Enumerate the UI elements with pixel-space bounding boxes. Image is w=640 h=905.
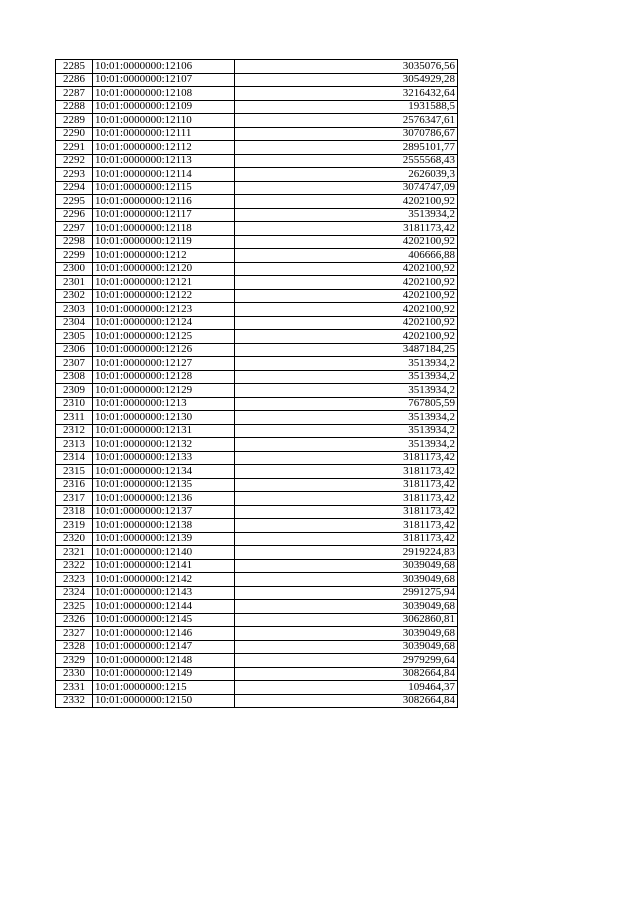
cadastral-value-cell: 3181173,42 [235,478,458,492]
cadastral-value-cell: 3070786,67 [235,127,458,141]
table-row [56,208,458,222]
row-number-cell: 2323 [56,573,93,587]
cadastral-value-cell: 3181173,42 [235,465,458,479]
row-number-cell: 2294 [56,181,93,195]
cadastral-value-cell: 3039049,68 [235,573,458,587]
cadastral-value-cell: 3513934,2 [235,424,458,438]
row-number-cell: 2327 [56,627,93,641]
table-row [56,559,458,573]
cadastral-value-cell: 3513934,2 [235,384,458,398]
cadastral-number-cell: 10:01:0000000:12123 [93,303,235,317]
cadastral-value-cell: 3513934,2 [235,411,458,425]
cadastral-value-cell: 3181173,42 [235,222,458,236]
cadastral-value-cell: 4202100,92 [235,303,458,317]
row-number-cell: 2291 [56,141,93,155]
table-row [56,370,458,384]
cadastral-value-cell: 3487184,25 [235,343,458,357]
row-number-cell: 2309 [56,384,93,398]
row-number-cell: 2305 [56,330,93,344]
table-row [56,627,458,641]
cadastral-number-cell: 10:01:0000000:12115 [93,181,235,195]
cadastral-number-cell: 10:01:0000000:12124 [93,316,235,330]
cadastral-value-cell: 2991275,94 [235,586,458,600]
row-number-cell: 2322 [56,559,93,573]
cadastral-number-cell: 10:01:0000000:12146 [93,627,235,641]
cadastral-value-cell: 2895101,77 [235,141,458,155]
cadastral-number-cell: 10:01:0000000:12149 [93,667,235,681]
cadastral-value-cell: 3039049,68 [235,640,458,654]
cadastral-number-cell: 10:01:0000000:12145 [93,613,235,627]
cadastral-number-cell: 10:01:0000000:12129 [93,384,235,398]
cadastral-number-cell: 10:01:0000000:12143 [93,586,235,600]
row-number-cell: 2290 [56,127,93,141]
row-number-cell: 2314 [56,451,93,465]
row-number-cell: 2289 [56,114,93,128]
cadastral-number-cell: 10:01:0000000:12142 [93,573,235,587]
cadastral-value-table [55,59,458,708]
cadastral-number-cell: 10:01:0000000:12119 [93,235,235,249]
cadastral-number-cell: 10:01:0000000:12135 [93,478,235,492]
row-number-cell: 2298 [56,235,93,249]
row-number-cell: 2332 [56,694,93,708]
row-number-cell: 2295 [56,195,93,209]
cadastral-value-cell: 4202100,92 [235,276,458,290]
cadastral-value-cell: 3181173,42 [235,451,458,465]
row-number-cell: 2320 [56,532,93,546]
cadastral-value-cell: 3054929,28 [235,73,458,87]
table-row [56,114,458,128]
cadastral-value-cell: 4202100,92 [235,195,458,209]
table-row [56,613,458,627]
table-row [56,694,458,708]
table-row [56,168,458,182]
table-row [56,357,458,371]
table-row [56,235,458,249]
cadastral-value-cell: 2979299,64 [235,654,458,668]
row-number-cell: 2297 [56,222,93,236]
row-number-cell: 2302 [56,289,93,303]
cadastral-number-cell: 10:01:0000000:12117 [93,208,235,222]
cadastral-number-cell: 10:01:0000000:12139 [93,532,235,546]
cadastral-number-cell: 10:01:0000000:12141 [93,559,235,573]
cadastral-number-cell: 10:01:0000000:12134 [93,465,235,479]
table-row [56,303,458,317]
cadastral-value-cell: 2626039,3 [235,168,458,182]
cadastral-value-cell: 767805,59 [235,397,458,411]
table-row [56,519,458,533]
row-number-cell: 2300 [56,262,93,276]
row-number-cell: 2321 [56,546,93,560]
cadastral-value-cell: 3062860,81 [235,613,458,627]
table-row [56,640,458,654]
table-row [56,546,458,560]
table-row [56,505,458,519]
table-row [56,222,458,236]
table-row [56,100,458,114]
cadastral-number-cell: 10:01:0000000:12136 [93,492,235,506]
cadastral-number-cell: 10:01:0000000:12127 [93,357,235,371]
cadastral-number-cell: 10:01:0000000:12125 [93,330,235,344]
table-row [56,73,458,87]
row-number-cell: 2313 [56,438,93,452]
cadastral-value-cell: 406666,88 [235,249,458,263]
cadastral-number-cell: 10:01:0000000:12130 [93,411,235,425]
cadastral-value-cell: 4202100,92 [235,262,458,276]
table-row [56,181,458,195]
cadastral-value-cell: 2576347,61 [235,114,458,128]
row-number-cell: 2315 [56,465,93,479]
row-number-cell: 2310 [56,397,93,411]
table-row [56,384,458,398]
cadastral-number-cell: 10:01:0000000:12133 [93,451,235,465]
cadastral-value-cell: 3074747,09 [235,181,458,195]
table-row [56,424,458,438]
cadastral-value-cell: 3181173,42 [235,532,458,546]
table-row [56,141,458,155]
table-row [56,600,458,614]
row-number-cell: 2285 [56,60,93,74]
row-number-cell: 2287 [56,87,93,101]
cadastral-value-cell: 3039049,68 [235,600,458,614]
row-number-cell: 2304 [56,316,93,330]
row-number-cell: 2331 [56,681,93,695]
row-number-cell: 2318 [56,505,93,519]
table-row [56,127,458,141]
row-number-cell: 2311 [56,411,93,425]
cadastral-number-cell: 10:01:0000000:12110 [93,114,235,128]
table-row [56,681,458,695]
cadastral-value-cell: 109464,37 [235,681,458,695]
row-number-cell: 2308 [56,370,93,384]
cadastral-value-cell: 1931588,5 [235,100,458,114]
cadastral-value-cell: 3082664,84 [235,667,458,681]
cadastral-number-cell: 10:01:0000000:12118 [93,222,235,236]
table-row [56,249,458,263]
cadastral-number-cell: 10:01:0000000:12111 [93,127,235,141]
cadastral-value-cell: 3181173,42 [235,492,458,506]
cadastral-number-cell: 10:01:0000000:1213 [93,397,235,411]
row-number-cell: 2319 [56,519,93,533]
row-number-cell: 2286 [56,73,93,87]
cadastral-value-cell: 4202100,92 [235,330,458,344]
cadastral-number-cell: 10:01:0000000:12131 [93,424,235,438]
table-row [56,262,458,276]
row-number-cell: 2328 [56,640,93,654]
cadastral-number-cell: 10:01:0000000:12114 [93,168,235,182]
cadastral-value-cell: 4202100,92 [235,289,458,303]
cadastral-number-cell: 10:01:0000000:12128 [93,370,235,384]
cadastral-number-cell: 10:01:0000000:12140 [93,546,235,560]
row-number-cell: 2316 [56,478,93,492]
cadastral-number-cell: 10:01:0000000:12113 [93,154,235,168]
row-number-cell: 2301 [56,276,93,290]
row-number-cell: 2324 [56,586,93,600]
table-row [56,492,458,506]
cadastral-number-cell: 10:01:0000000:12120 [93,262,235,276]
table-row [56,667,458,681]
row-number-cell: 2288 [56,100,93,114]
cadastral-number-cell: 10:01:0000000:1215 [93,681,235,695]
table-row [56,87,458,101]
cadastral-value-cell: 2555568,43 [235,154,458,168]
cadastral-number-cell: 10:01:0000000:12121 [93,276,235,290]
cadastral-number-cell: 10:01:0000000:12148 [93,654,235,668]
cadastral-value-cell: 3039049,68 [235,559,458,573]
row-number-cell: 2307 [56,357,93,371]
row-number-cell: 2330 [56,667,93,681]
table-body [56,60,458,708]
table-row [56,451,458,465]
cadastral-number-cell: 10:01:0000000:12132 [93,438,235,452]
cadastral-value-cell: 3513934,2 [235,208,458,222]
table-row [56,586,458,600]
cadastral-number-cell: 10:01:0000000:12150 [93,694,235,708]
cadastral-number-cell: 10:01:0000000:12109 [93,100,235,114]
cadastral-value-cell: 3035076,56 [235,60,458,74]
table-row [56,60,458,74]
cadastral-number-cell: 10:01:0000000:12106 [93,60,235,74]
table-row [56,654,458,668]
cadastral-number-cell: 10:01:0000000:12144 [93,600,235,614]
row-number-cell: 2325 [56,600,93,614]
row-number-cell: 2312 [56,424,93,438]
table-row [56,532,458,546]
cadastral-number-cell: 10:01:0000000:12107 [93,73,235,87]
table-row [56,478,458,492]
table-row [56,343,458,357]
table-row [56,154,458,168]
row-number-cell: 2306 [56,343,93,357]
table-row [56,465,458,479]
table-row [56,397,458,411]
table-row [56,411,458,425]
table-row [56,276,458,290]
cadastral-value-cell: 4202100,92 [235,316,458,330]
cadastral-number-cell: 10:01:0000000:12138 [93,519,235,533]
table-row [56,438,458,452]
cadastral-value-cell: 3082664,84 [235,694,458,708]
cadastral-value-cell: 4202100,92 [235,235,458,249]
table-row [56,330,458,344]
table-row [56,573,458,587]
row-number-cell: 2326 [56,613,93,627]
cadastral-number-cell: 10:01:0000000:12126 [93,343,235,357]
table-row [56,195,458,209]
row-number-cell: 2329 [56,654,93,668]
table-row [56,289,458,303]
cadastral-value-cell: 3216432,64 [235,87,458,101]
cadastral-value-cell: 3513934,2 [235,370,458,384]
cadastral-number-cell: 10:01:0000000:12137 [93,505,235,519]
cadastral-number-cell: 10:01:0000000:12116 [93,195,235,209]
cadastral-value-cell: 3181173,42 [235,519,458,533]
cadastral-value-cell: 2919224,83 [235,546,458,560]
row-number-cell: 2303 [56,303,93,317]
row-number-cell: 2292 [56,154,93,168]
cadastral-value-cell: 3513934,2 [235,438,458,452]
table-row [56,316,458,330]
cadastral-value-cell: 3513934,2 [235,357,458,371]
cadastral-value-cell: 3181173,42 [235,505,458,519]
cadastral-number-cell: 10:01:0000000:1212 [93,249,235,263]
row-number-cell: 2293 [56,168,93,182]
row-number-cell: 2296 [56,208,93,222]
cadastral-number-cell: 10:01:0000000:12112 [93,141,235,155]
cadastral-number-cell: 10:01:0000000:12108 [93,87,235,101]
row-number-cell: 2299 [56,249,93,263]
cadastral-value-cell: 3039049,68 [235,627,458,641]
cadastral-number-cell: 10:01:0000000:12147 [93,640,235,654]
cadastral-number-cell: 10:01:0000000:12122 [93,289,235,303]
row-number-cell: 2317 [56,492,93,506]
